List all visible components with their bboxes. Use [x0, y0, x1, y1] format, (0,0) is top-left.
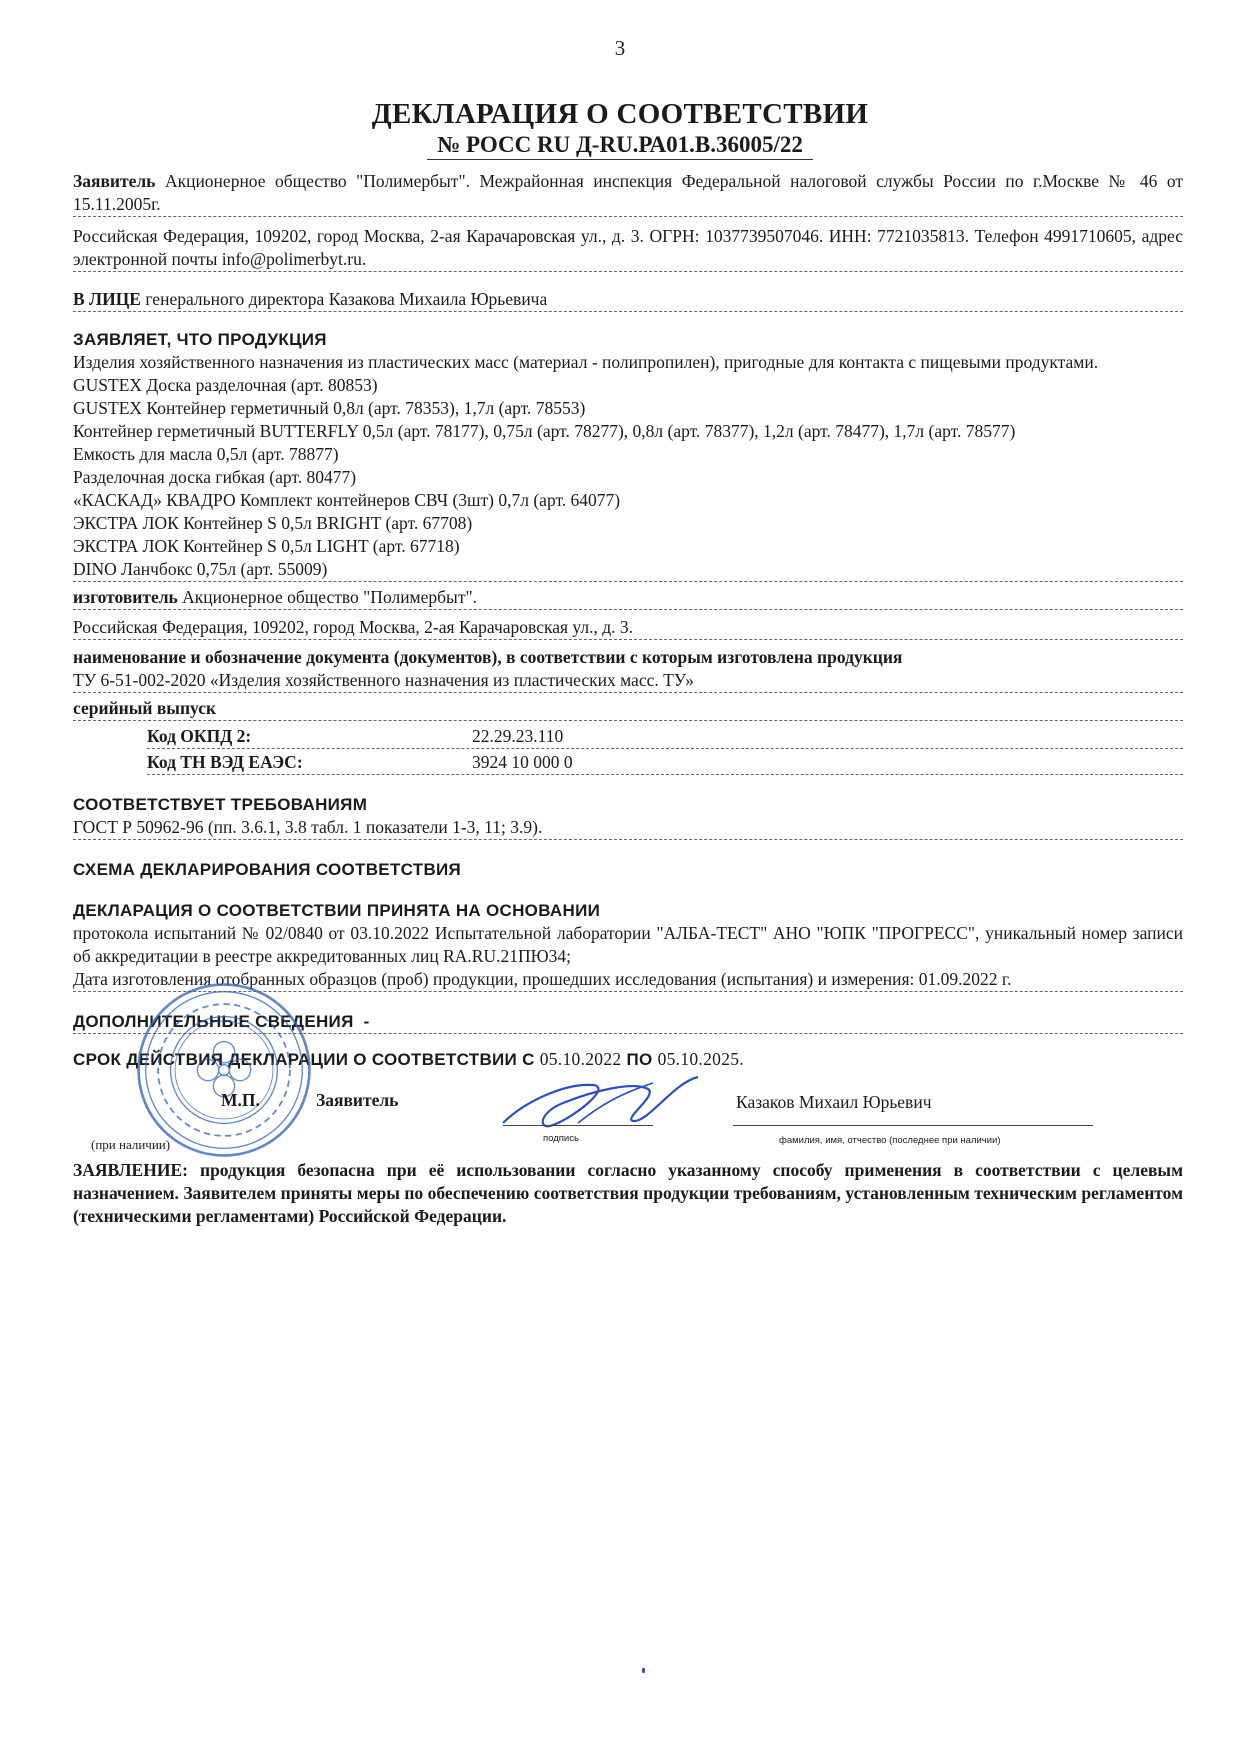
representative-text: генерального директора Казакова Михаила Юрьевича: [145, 289, 548, 309]
validity-from: 05.10.2022: [539, 1049, 622, 1069]
requirements-heading: СООТВЕТСТВУЕТ ТРЕБОВАНИЯМ: [73, 795, 368, 814]
declaration-number-wrap: [0, 132, 1240, 160]
representative-label: В ЛИЦЕ: [73, 289, 141, 309]
product-item: ЭКСТРА ЛОК Контейнер S 0,5л BRIGHT (арт. 67708): [73, 513, 473, 533]
page-number: 3: [614, 36, 626, 60]
code-row: [147, 725, 1183, 749]
document-text: ТУ 6-51-002-2020 «Изделия хозяйственного назначения из пластических масс. ТУ»: [73, 669, 1183, 693]
requirements-text: ГОСТ Р 50962-96 (пп. 3.6.1, 3.8 табл. 1 показатели 1-3, 11; 3.9).: [73, 816, 1183, 840]
validity-to-label: ПО: [626, 1050, 653, 1069]
product-item: Разделочная доска гибкая (арт. 80477): [73, 467, 357, 487]
product-list: [73, 374, 1183, 582]
scheme-heading: СХЕМА ДЕКЛАРИРОВАНИЯ СООТВЕТСТВИЯ: [73, 860, 462, 879]
manufacturer-label: изготовитель: [73, 587, 178, 607]
applicant-label: Заявитель: [73, 171, 156, 191]
declaration-number: № РОСС RU Д-RU.РА01.В.36005/22: [427, 132, 813, 160]
signature-caption: подпись: [543, 1133, 579, 1144]
applicant-address: Российская Федерация, 109202, город Москва, 2-ая Карачаровская ул., д. 3. ОГРН: 1037739507046. ИНН: 7721035813. Телефон 4991710605, адрес электронной почты info@polimerbyt.ru.: [73, 225, 1183, 272]
signature-area: [73, 1071, 1183, 1201]
validity-heading: СРОК ДЕЙСТВИЯ ДЕКЛАРАЦИИ О СООТВЕТСТВИИ С: [73, 1050, 535, 1069]
declares-intro: Изделия хозяйственного назначения из пластических масс (материал - полипропилен), пригодные для контакта с пищевыми продуктами.: [73, 352, 1099, 372]
manufacturer-address: Российская Федерация, 109202, город Москва, 2-ая Карачаровская ул., д. 3.: [73, 616, 1183, 640]
serial-release: серийный выпуск: [73, 697, 1183, 721]
document-label: наименование и обозначение документа (документов), в соответствии с которым изготовлена продукция: [73, 647, 903, 667]
signature-icon: [483, 1063, 713, 1143]
validity-to: 05.10.2025.: [657, 1049, 744, 1069]
codes-table: [147, 725, 1183, 775]
name-line: [733, 1125, 1093, 1126]
additional-heading: ДОПОЛНИТЕЛЬНЫЕ СВЕДЕНИЯ: [73, 1012, 354, 1031]
mp-label: М.П.: [221, 1090, 260, 1110]
code-row: [147, 751, 1183, 775]
name-caption: фамилия, имя, отчество (последнее при наличии): [779, 1135, 1001, 1146]
declares-heading: ЗАЯВЛЯЕТ, ЧТО ПРОДУКЦИЯ: [73, 330, 327, 349]
code-label: Код ОКПД 2:: [147, 726, 252, 746]
document-title: ДЕКЛАРАЦИЯ О СООТВЕТСТВИИ: [371, 98, 869, 130]
product-item: Емкость для масла 0,5л (арт. 78877): [73, 444, 339, 464]
product-item: GUSTEX Доска разделочная (арт. 80853): [73, 375, 378, 395]
basis-protocol: протокола испытаний № 02/0840 от 03.10.2022 Испытательной лаборатории "АЛБА-ТЕСТ" АНО "ЮПК "ПРОГРЕСС", уникальный номер записи об аккредитации в реестре аккредитованных лиц RA.RU.21ПЮ34;: [73, 923, 1183, 966]
basis-sample-date: Дата изготовления отобранных образцов (проб) продукции, прошедших исследования (испытания) и измерения: 01.09.2022 г.: [73, 968, 1183, 992]
product-item: ЭКСТРА ЛОК Контейнер S 0,5л LIGHT (арт. 67718): [73, 536, 460, 556]
scan-mark: [642, 1668, 645, 1673]
manufacturer-line: [73, 586, 1183, 610]
representative-line: [73, 288, 1183, 312]
applicant-text: Акционерное общество "Полимербыт". Межрайонная инспекция Федеральной налоговой службы России по г.Москве № 46 от 15.11.2005г.: [73, 171, 1183, 214]
additional-value: -: [363, 1012, 370, 1031]
if-present-note: (при наличии): [91, 1137, 171, 1152]
basis-heading: ДЕКЛАРАЦИЯ О СООТВЕТСТВИИ ПРИНЯТА НА ОСНОВАНИИ: [73, 901, 601, 920]
applicant-line: [73, 170, 1183, 217]
document-body: [73, 168, 1183, 1228]
product-item: Контейнер герметичный BUTTERFLY 0,5л (арт. 78177), 0,75л (арт. 78277), 0,8л (арт. 78377), 1,2л (арт. 78477), 1,7л (арт. 78577): [73, 421, 1016, 441]
statement-label: ЗАЯВЛЕНИЕ:: [73, 1160, 188, 1180]
product-item: DINO Ланчбокс 0,75л (арт. 55009): [73, 559, 328, 579]
signature-line: [503, 1125, 653, 1126]
code-value: 3924 10 000 0: [472, 752, 573, 772]
statement-text: продукция безопасна при её использовании согласно указанному способу применения в соответствии с целевым назначением. Заявителем приняты меры по обеспечению соответствия продукции требованиям, установленным техническим регламентом (техническими регламентами) Российской Федерации.: [73, 1160, 1183, 1226]
product-item: GUSTEX Контейнер герметичный 0,8л (арт. 78353), 1,7л (арт. 78553): [73, 398, 586, 418]
product-item: «КАСКАД» КВАДРО Комплект контейнеров СВЧ (3шт) 0,7л (арт. 64077): [73, 490, 621, 510]
manufacturer-text: Акционерное общество "Полимербыт".: [182, 587, 477, 607]
signer-name: Казаков Михаил Юрьевич: [736, 1092, 932, 1112]
code-value: 22.29.23.110: [472, 726, 564, 746]
signature-applicant-label: Заявитель: [316, 1090, 399, 1110]
code-label: Код ТН ВЭД ЕАЭС:: [147, 752, 303, 772]
